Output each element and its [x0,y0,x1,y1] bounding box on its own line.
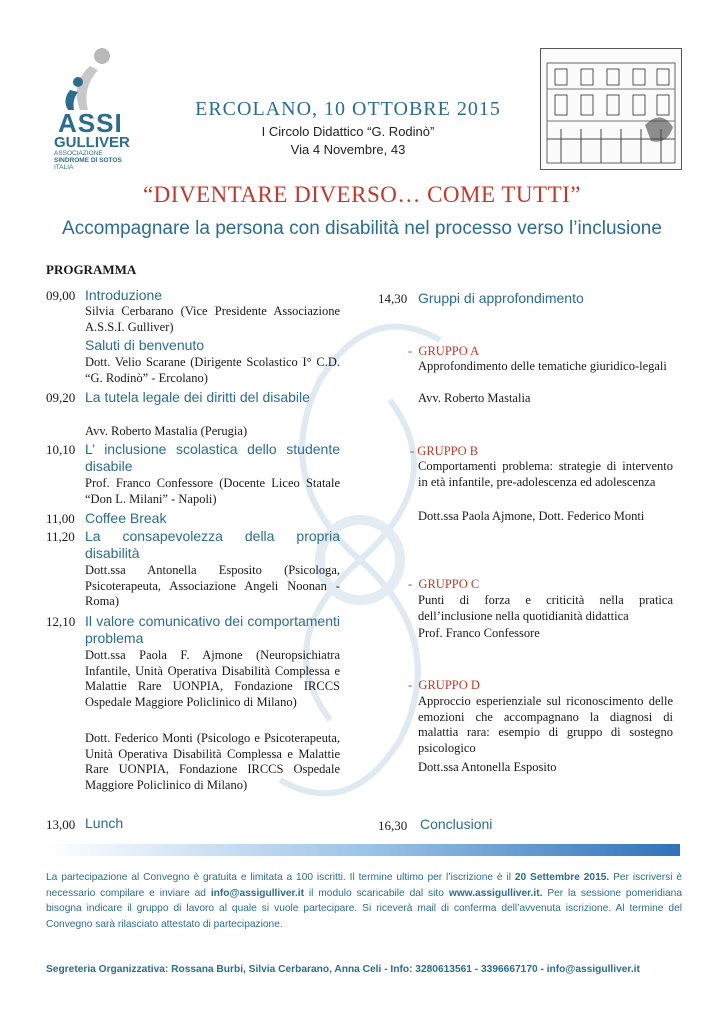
session-title: Introduzione [85,287,163,303]
group-b-label: - GRUPPO B [410,444,479,458]
time-1430: 14,30 [378,291,408,306]
session-title: Conclusioni [420,816,493,832]
website-link[interactable]: www.assigulliver.it. [448,887,543,899]
footer-divider-bar [46,844,680,856]
time-1100: 11,00 [46,511,75,526]
group-d-speaker: Dott.ssa Antonella Esposito [418,760,557,774]
group-c-label: - GRUPPO C [408,577,480,591]
logo-brand-2: GULLIVER [54,134,130,151]
group-b-body: Comportamenti problema: strategie di intervento in età infantile, pre-adolescenza ed adolescenza [418,459,673,489]
session-title: L’ inclusione scolastica dello studente disabile [85,441,340,474]
time-0920: 09,20 [46,390,76,405]
registration-info: La partecipazione al Convegno è gratuita e limitata a 100 iscritti. Il termine ultimo per l’iscrizione è il 20 Settembre 2015. Per iscriversi è necessario compilare e inviare ad info@assigulliver.it il modulo scaricabile dal sito www.assigulliver.it. Per la sessione pomeridiana bisogna indicare il gruppo di lavoro al quale si vuole partecipare. Si riceverà mail di conferma dell’avvenuta iscrizione. Al termine del Convegno sarà rilasciato attestato di partecipazione. [46,872,682,930]
session-title: Il valore comunicativo dei comportamenti problema [85,613,340,646]
group-d-label: - GRUPPO D [408,678,480,692]
event-venue: I Circolo Didattico “G. Rodinò” [261,124,435,139]
session-title: La tutela legale dei diritti del disabile [85,389,310,405]
session-title: Saluti di benvenuto [85,337,205,353]
session-body: Silvia Cerbarano (Vice Presidente Associazione A.S.S.I. Gulliver) [85,304,340,334]
building-drawing-icon [541,49,681,169]
time-1300: 13,00 [46,817,76,832]
logo-subtitle: ASSOCIAZIONE SINDROME DI SOTOS ITALIA [54,150,122,171]
event-address: Via 4 Novembre, 43 [290,142,406,157]
time-1210: 12,10 [46,614,76,629]
session-title: La consapevolezza della propria disabilità [85,528,340,561]
group-c-speaker: Prof. Franco Confessore [418,626,540,640]
email-link[interactable]: info@assigulliver.it [210,887,304,899]
session-body: Prof. Franco Confessore (Docente Liceo Statale “Don L. Milani” - Napoli) [85,476,340,506]
group-c-body: Punti di forza e criticità nella pratica dell’inclusione nella quotidianità didattica [418,593,673,623]
session-body: Dott.ssa Antonella Esposito (Psicologa, Psicoterapeuta, Associazione Angeli Noonan - Roma) [85,563,340,609]
secretariat-info: Segreteria Organizzativa: Rossana Burbi, Silvia Cerbarano, Anna Celi - Info: 3280613561 - 3396667170 - info@assigulliver.it [46,964,640,975]
event-title: “DIVENTARE DIVERSO… COME TUTTI” [142,182,582,207]
group-a-label: - GRUPPO A [408,344,480,358]
session-body: Dott.ssa Paola F. Ajmone (Neuropsichiatra Infantile, Unità Operativa Disabilità Complessa e Malattie Rare UONPIA, Fondazione IRCCS Ospedale Maggiore Policlinico di Milano) [85,648,340,709]
group-b-speaker: Dott.ssa Paola Ajmone, Dott. Federico Monti [418,509,645,523]
programma-heading: PROGRAMMA [46,262,137,277]
session-body: Dott. Velio Scarane (Dirigente Scolastico I° C.D. “G. Rodinò” - Ercolano) [85,355,340,385]
group-d-body: Approccio esperienziale sul riconoscimento delle emozioni che accompagnano la diagnosi di malattia rara: esempio di gruppo di sostegno psicologico [418,694,673,755]
session-title: Gruppi di approfondimento [418,290,584,306]
event-subtitle: Accompagnare la persona con disabilità nel processo verso l’inclusione [62,218,662,239]
logo-brand: ASSI [58,108,123,138]
event-date: ERCOLANO, 10 OTTOBRE 2015 [195,98,501,120]
assi-gulliver-logo [46,44,138,172]
session-title: Lunch [85,815,124,831]
logo-figure-icon [60,44,120,114]
school-building-sketch [540,48,682,170]
group-a-body: Approfondimento delle tematiche giuridico-legali [418,359,667,373]
group-a-speaker: Avv. Roberto Mastalia [418,391,531,405]
session-body: Avv. Roberto Mastalia (Perugia) [85,424,248,438]
time-1630: 16,30 [378,818,408,833]
session-body-2: Dott. Federico Monti (Psicologo e Psicoterapeuta, Unità Operativa Disabilità Complessa e Malattie Rare UONPIA, Fondazione IRCCS Ospedale Maggiore Policlinico di Milano) [85,731,340,792]
time-1010: 10,10 [46,442,76,457]
session-title: Coffee Break [85,510,167,526]
time-0900: 09,00 [46,288,76,303]
time-1120: 11,20 [46,529,75,544]
